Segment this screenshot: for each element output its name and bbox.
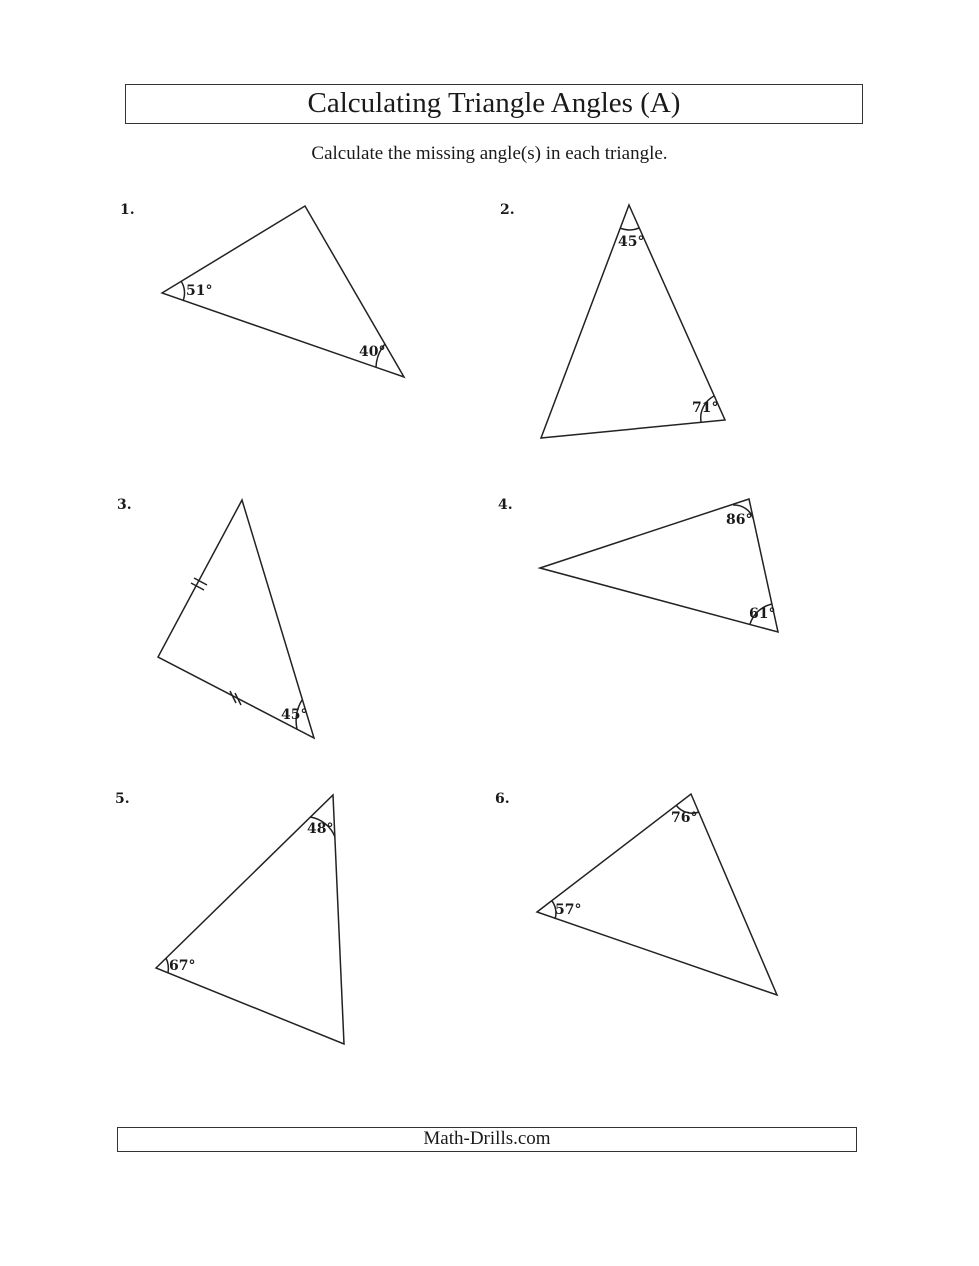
angle-label-5a: 48° xyxy=(307,821,334,837)
angle-label-6a: 76° xyxy=(671,810,698,826)
angle-label-2a: 45° xyxy=(618,234,645,250)
problem-number-5: 5. xyxy=(115,791,130,807)
instructions: Calculate the missing angle(s) in each triangle. xyxy=(311,143,668,164)
angle-label-1a: 51° xyxy=(186,283,213,299)
problem-number-1: 1. xyxy=(120,202,135,218)
problem-number-4: 4. xyxy=(498,497,513,513)
angle-label-4a: 86° xyxy=(726,512,753,528)
problem-number-6: 6. xyxy=(495,791,510,807)
problem-number-3: 3. xyxy=(117,497,132,513)
triangle-6 xyxy=(537,794,777,995)
problem-number-2: 2. xyxy=(500,202,515,218)
angle-label-1b: 40° xyxy=(359,344,386,360)
angle-label-5b: 67° xyxy=(169,958,196,974)
footer-box xyxy=(117,1127,857,1152)
angle-label-4b: 61° xyxy=(749,606,776,622)
footer-text: Math-Drills.com xyxy=(423,1128,551,1149)
angle-label-2b: 71° xyxy=(692,400,719,416)
angle-label-6b: 57° xyxy=(555,902,582,918)
angle-arc-1a xyxy=(181,281,185,301)
page-title: Calculating Triangle Angles (A) xyxy=(307,87,681,119)
angle-arc-2a xyxy=(620,228,639,230)
angle-label-3: 45° xyxy=(281,707,308,723)
